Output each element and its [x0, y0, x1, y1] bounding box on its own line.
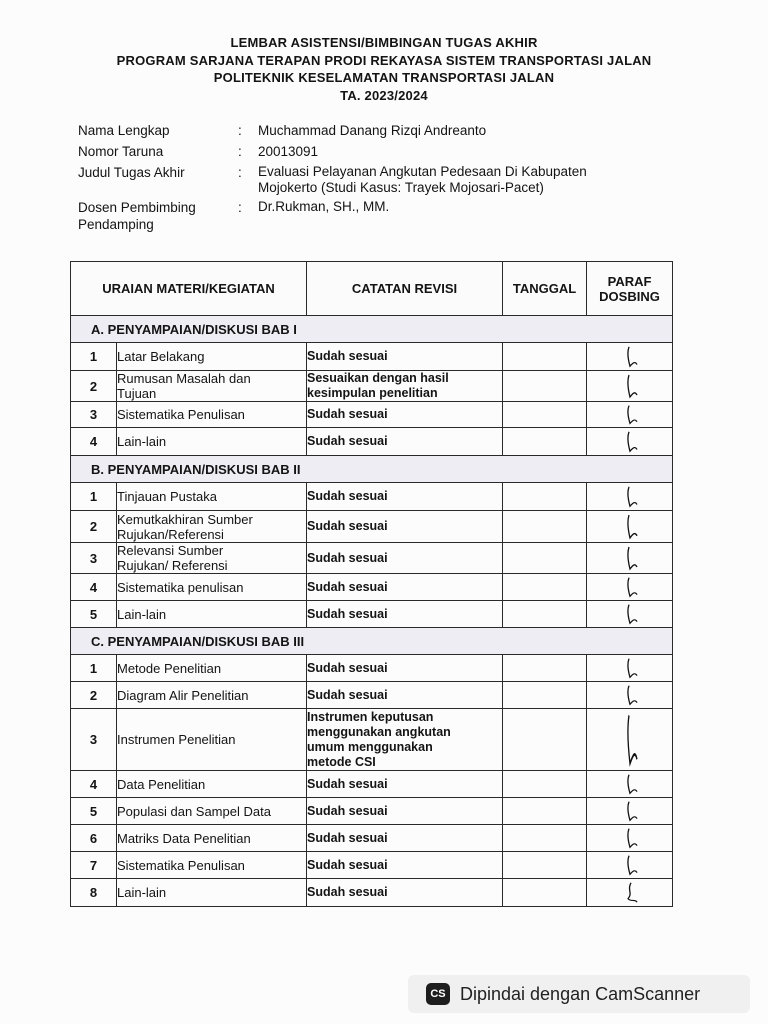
signature-icon — [625, 657, 639, 679]
row-number: 4 — [71, 771, 117, 798]
row-paraf — [587, 543, 673, 574]
table-row — [71, 402, 673, 428]
row-paraf — [587, 682, 673, 709]
table-row — [71, 852, 673, 879]
row-uraian: Sistematika Penulisan — [117, 852, 307, 879]
asistensi-table — [70, 261, 673, 907]
row-number: 8 — [71, 879, 117, 907]
row-paraf — [587, 798, 673, 825]
judul-value-line1: Evaluasi Pelayanan Angkutan Pedesaan Di Kabupaten — [258, 164, 587, 179]
camscanner-text: Dipindai dengan CamScanner — [460, 983, 701, 1004]
row-catatan: Sudah sesuai — [307, 771, 503, 798]
row-tanggal — [503, 879, 587, 907]
dosen-label-line2: Pendamping — [78, 217, 154, 232]
row-tanggal — [503, 343, 587, 371]
row-uraian: Latar Belakang — [117, 343, 307, 371]
row-paraf — [587, 852, 673, 879]
judul-value — [258, 164, 698, 195]
camscanner-watermark — [408, 975, 750, 1013]
row-paraf — [587, 771, 673, 798]
row-catatan: Sudah sesuai — [307, 825, 503, 852]
row-tanggal — [503, 371, 587, 402]
judul-value-line2: Mojokerto (Studi Kasus: Trayek Mojosari-Pacet) — [258, 179, 544, 195]
row-paraf — [587, 709, 673, 771]
header-paraf-line1: PARAF — [607, 273, 652, 289]
row-catatan-line1: Instrumen keputusan — [307, 709, 434, 724]
row-uraian: Lain-lain — [117, 879, 307, 907]
signature-icon — [625, 854, 639, 876]
row-tanggal — [503, 511, 587, 543]
row-tanggal — [503, 655, 587, 682]
row-number: 2 — [71, 371, 117, 402]
nomor-value: 20013091 — [258, 144, 319, 159]
dosen-label — [78, 199, 238, 233]
header-tanggal: TANGGAL — [503, 262, 587, 316]
colon: : — [238, 123, 242, 138]
signature-icon — [625, 827, 639, 849]
row-catatan: Sudah sesuai — [307, 483, 503, 511]
colon: : — [238, 200, 242, 215]
info-row-nomor — [78, 143, 698, 160]
row-paraf — [587, 825, 673, 852]
document-header — [0, 34, 768, 104]
row-uraian: Data Penelitian — [117, 771, 307, 798]
signature-icon — [625, 881, 639, 904]
signature-icon — [625, 373, 639, 399]
row-number: 5 — [71, 601, 117, 628]
table-header-row — [71, 262, 673, 316]
signature-icon — [625, 345, 639, 368]
colon: : — [238, 144, 242, 159]
table-row — [71, 879, 673, 907]
row-catatan: Sudah sesuai — [307, 798, 503, 825]
row-uraian: Matriks Data Penelitian — [117, 825, 307, 852]
row-number: 3 — [71, 543, 117, 574]
nama-value: Muchammad Danang Rizqi Andreanto — [258, 123, 487, 138]
section-row — [71, 456, 673, 483]
row-tanggal — [503, 771, 587, 798]
table-row — [71, 825, 673, 852]
row-uraian: Instrumen Penelitian — [117, 709, 307, 771]
table-row — [71, 655, 673, 682]
row-tanggal — [503, 852, 587, 879]
section-row — [71, 628, 673, 655]
row-uraian-line2: Rujukan/Referensi — [117, 526, 224, 542]
row-uraian-line1: Rumusan Masalah dan — [117, 371, 251, 386]
row-number: 2 — [71, 682, 117, 709]
table-row — [71, 371, 673, 402]
info-row-nama — [78, 122, 698, 139]
row-uraian: Sistematika Penulisan — [117, 402, 307, 428]
student-info — [78, 122, 698, 237]
row-tanggal — [503, 601, 587, 628]
row-catatan-line4: metode CSI — [307, 754, 376, 769]
signature-icon — [625, 430, 639, 453]
row-uraian: Lain-lain — [117, 601, 307, 628]
dosen-value: Dr.Rukman, SH., MM. — [258, 199, 390, 214]
row-tanggal — [503, 574, 587, 601]
row-number: 6 — [71, 825, 117, 852]
info-row-dosen — [78, 199, 698, 233]
row-uraian: Lain-lain — [117, 428, 307, 456]
row-catatan: Sudah sesuai — [307, 852, 503, 879]
row-uraian-line2: Rujukan/ Referensi — [117, 558, 228, 573]
row-uraian-line1: Relevansi Sumber — [117, 543, 224, 558]
dosen-label-line1: Dosen Pembimbing — [78, 200, 196, 215]
row-catatan: Sudah sesuai — [307, 682, 503, 709]
row-tanggal — [503, 682, 587, 709]
row-catatan-line3: umum menggunakan — [307, 739, 433, 754]
header-academic-year: TA. 2023/2024 — [340, 87, 428, 103]
row-uraian: Populasi dan Sampel Data — [117, 798, 307, 825]
row-catatan: Sudah sesuai — [307, 543, 503, 574]
row-number: 3 — [71, 402, 117, 428]
table-row — [71, 543, 673, 574]
section-a-title: A. PENYAMPAIAN/DISKUSI BAB I — [71, 316, 673, 343]
camscanner-logo-icon: CS — [426, 983, 450, 1005]
table-row — [71, 771, 673, 798]
row-tanggal — [503, 709, 587, 771]
row-catatan: Sudah sesuai — [307, 879, 503, 907]
row-paraf — [587, 879, 673, 907]
info-row-judul — [78, 164, 698, 195]
row-paraf — [587, 428, 673, 456]
row-uraian: Tinjauan Pustaka — [117, 483, 307, 511]
row-paraf — [587, 483, 673, 511]
row-catatan: Sudah sesuai — [307, 428, 503, 456]
row-catatan: Sudah sesuai — [307, 511, 503, 543]
header-paraf — [587, 262, 673, 316]
row-uraian: Sistematika penulisan — [117, 574, 307, 601]
row-paraf — [587, 343, 673, 371]
row-number: 5 — [71, 798, 117, 825]
row-catatan-line2: kesimpulan penelitian — [307, 386, 438, 400]
table-row — [71, 574, 673, 601]
row-number: 4 — [71, 428, 117, 456]
row-number: 1 — [71, 483, 117, 511]
signature-icon — [625, 576, 639, 598]
row-number: 3 — [71, 709, 117, 771]
signature-icon — [625, 404, 639, 425]
row-catatan — [307, 709, 503, 771]
row-uraian-line1: Kemutkakhiran Sumber — [117, 511, 253, 527]
table-row — [71, 601, 673, 628]
row-tanggal — [503, 798, 587, 825]
row-catatan: Sudah sesuai — [307, 601, 503, 628]
signature-icon — [625, 684, 639, 706]
row-tanggal — [503, 402, 587, 428]
signature-icon — [625, 800, 639, 822]
signature-icon — [625, 603, 639, 625]
row-uraian: Diagram Alir Penelitian — [117, 682, 307, 709]
table-row — [71, 511, 673, 543]
signature-icon — [625, 773, 639, 795]
signature-icon — [625, 513, 639, 540]
row-tanggal — [503, 543, 587, 574]
table-row — [71, 682, 673, 709]
signature-icon — [625, 711, 639, 768]
table-row — [71, 428, 673, 456]
row-paraf — [587, 371, 673, 402]
row-number: 4 — [71, 574, 117, 601]
signature-icon — [625, 545, 639, 571]
row-uraian — [117, 543, 307, 574]
row-catatan-line2: menggunakan angkutan — [307, 724, 451, 739]
header-program: PROGRAM SARJANA TERAPAN PRODI REKAYASA SISTEM TRANSPORTASI JALAN — [116, 52, 652, 68]
row-catatan: Sudah sesuai — [307, 574, 503, 601]
table-row — [71, 343, 673, 371]
row-catatan: Sudah sesuai — [307, 402, 503, 428]
judul-label: Judul Tugas Akhir — [78, 165, 185, 180]
row-number: 7 — [71, 852, 117, 879]
row-paraf — [587, 574, 673, 601]
section-row — [71, 316, 673, 343]
row-number: 2 — [71, 511, 117, 543]
row-catatan-line1: Sesuaikan dengan hasil — [307, 371, 449, 385]
row-uraian-line2: Tujuan — [117, 386, 157, 401]
section-c-title: C. PENYAMPAIAN/DISKUSI BAB III — [71, 628, 673, 655]
header-title: LEMBAR ASISTENSI/BIMBINGAN TUGAS AKHIR — [230, 35, 538, 50]
row-number: 1 — [71, 343, 117, 371]
row-paraf — [587, 402, 673, 428]
row-tanggal — [503, 483, 587, 511]
header-catatan: CATATAN REVISI — [307, 262, 503, 316]
row-catatan: Sudah sesuai — [307, 655, 503, 682]
signature-icon — [625, 485, 639, 508]
header-uraian: URAIAN MATERI/KEGIATAN — [71, 262, 307, 316]
row-catatan: Sudah sesuai — [307, 343, 503, 371]
row-paraf — [587, 601, 673, 628]
row-paraf — [587, 655, 673, 682]
table-row — [71, 709, 673, 771]
row-uraian — [117, 371, 307, 402]
row-tanggal — [503, 825, 587, 852]
table-row — [71, 798, 673, 825]
colon: : — [238, 165, 242, 180]
row-tanggal — [503, 428, 587, 456]
table-row — [71, 483, 673, 511]
row-paraf — [587, 511, 673, 543]
section-b-title: B. PENYAMPAIAN/DISKUSI BAB II — [71, 456, 673, 483]
row-uraian: Metode Penelitian — [117, 655, 307, 682]
nomor-label: Nomor Taruna — [78, 144, 164, 159]
row-number: 1 — [71, 655, 117, 682]
nama-label: Nama Lengkap — [78, 123, 170, 138]
row-uraian — [117, 511, 307, 543]
row-catatan — [307, 371, 503, 402]
header-paraf-line2: DOSBING — [599, 288, 660, 304]
header-institution: POLITEKNIK KESELAMATAN TRANSPORTASI JALAN — [213, 70, 555, 85]
